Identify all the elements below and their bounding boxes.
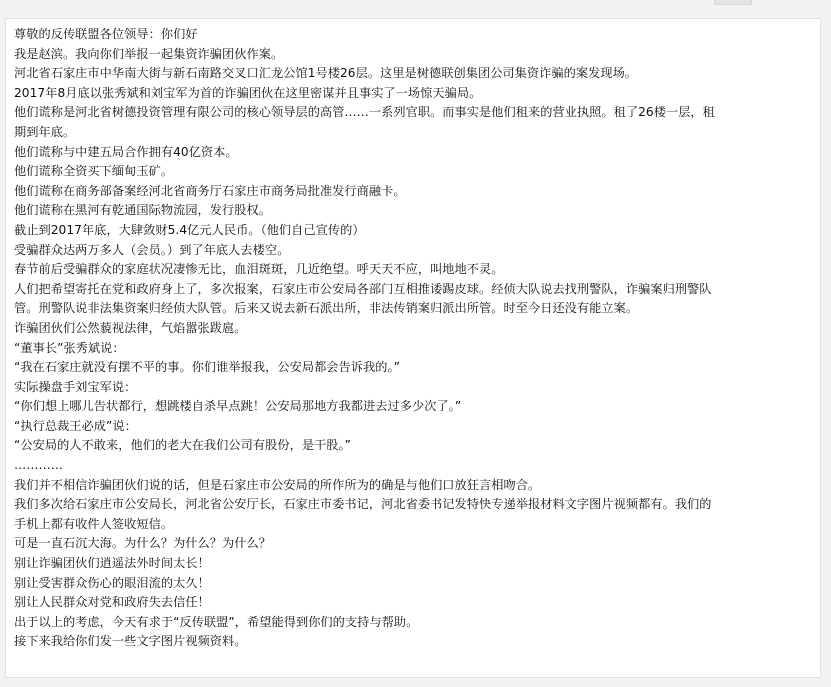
message-line: 管。刑警队说非法集资案归经侦大队管。后来又说去新石派出所，非法传销案归派出所管。时至今日还没有能立案。 [14,301,639,316]
message-line: 我们多次给石家庄市公安局长，河北省公安厅长，石家庄市委书记，河北省委书记发特快专递举报材料文字图片视频都有。我们的 [14,497,712,512]
message-line: 他们谎称在商务部备案经河北省商务厅石家庄市商务局批准发行商融卡。 [14,183,406,198]
message-line: “我在石家庄就没有摆不平的事。你们谁举报我，公安局都会告诉我的。” [14,360,400,375]
message-line: 他们谎称与中建五局合作拥有40亿资本。 [14,144,238,159]
message-line: 他们谎称全资买下缅甸玉矿。 [14,164,174,179]
message-line: 手机上都有收件人签收短信。 [14,516,174,531]
message-line: 他们谎称是河北省树德投资管理有限公司的核心领导层的高管……一系列官职。而事实是他们租来的营业执照。租了26楼一层，租 [14,105,715,120]
message-line: 他们谎称在黑河有乾通国际物流园，发行股权。 [14,203,271,218]
message-body [14,25,816,652]
toolbar-button[interactable] [714,0,752,5]
message-card [5,18,821,678]
message-line: “你们想上哪儿告状都行，想跳楼自杀早点跳！公安局那地方我都进去过多少次了。” [14,399,462,414]
message-line: 我们并不相信诈骗团伙们说的话，但是石家庄市公安局的所作所为的确是与他们口放狂言相吻合。 [14,477,541,492]
message-line: “公安局的人不敢来，他们的老大在我们公司有股份，是干股。” [14,438,352,453]
message-line: 受骗群众达两万多人（会员。）到了年底人去楼空。 [14,242,290,257]
message-line: 截止到2017年底，大肆敛财5.4亿元人民币。（他们自己宣传的） [14,222,365,237]
message-line: 人们把希望寄托在党和政府身上了，多次报案，石家庄市公安局各部门互相推诿踢皮球。经侦大队说去找刑警队，诈骗案归刑警队 [14,281,712,296]
message-line: 出于以上的考虑，今天有求于“反传联盟”，希望能得到你们的支持与帮助。 [14,614,419,629]
message-line: 别让人民群众对党和政府失去信任！ [14,595,210,610]
message-line: 春节前后受骗群众的家庭状况凄惨无比，血泪斑斑，几近绝望。呼天天不应，叫地地不灵。 [14,262,504,277]
message-line: 实际操盘手刘宝军说： [14,379,137,394]
message-line: “执行总裁王必成”说： [14,418,137,433]
message-line: 期到年底。 [14,124,76,139]
message-line: 可是一直石沉大海。为什么？为什么？为什么？ [14,536,271,551]
message-line: 2017年8月底以张秀斌和刘宝军为首的诈骗团伙在这里密谋并且事实了一场惊天骗局。 [14,85,482,100]
message-line: 接下来我给你们发一些文字图片视频资料。 [14,634,247,649]
message-line: 别让诈骗团伙们逍遥法外时间太长！ [14,556,210,571]
message-line: 诈骗团伙们公然藐视法律，气焰嚣张跋扈。 [14,320,247,335]
message-line: 别让受害群众伤心的眼泪流的太久！ [14,575,210,590]
message-line: 我是赵滨。我向你们举报一起集资诈骗团伙作案。 [14,46,284,61]
message-line: 河北省石家庄市中华南大街与新石南路交叉口汇龙公馆1号楼26层。这里是树德联创集团公司集资诈骗的案发现场。 [14,66,638,81]
message-line: 尊敬的反传联盟各位领导：你们好 [14,27,198,41]
message-line: “董事长”张秀斌说： [14,340,125,355]
message-line: ………… [14,458,63,473]
